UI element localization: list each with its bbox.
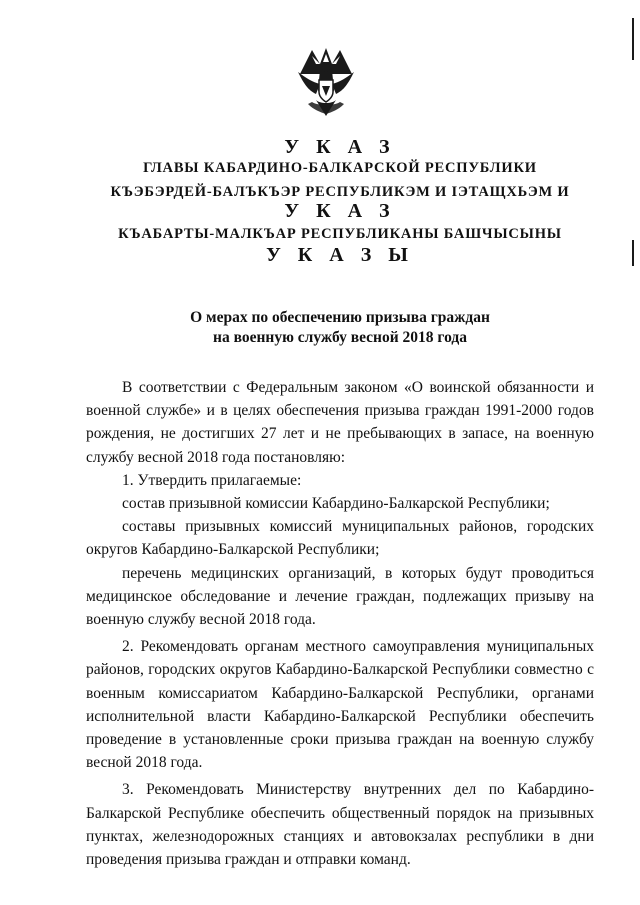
body-paragraph-subitem: перечень медицинских организаций, в которых будут проводиться медицинское обследование и лечение граждан, подлежащих призыву на военную службу весной 2018 года. <box>86 564 594 629</box>
decree-title-line: О мерах по обеспечению призыва граждан <box>190 309 490 326</box>
body-paragraph-subitem: состав призывной комиссии Кабардино-Балкарской Республики; <box>122 495 550 513</box>
decree-heading: У К А З <box>284 136 396 158</box>
coat-of-arms-icon <box>294 44 358 120</box>
scan-edge-mark <box>632 18 634 60</box>
body-paragraph-preamble: В соответствии с Федеральным законом «О воинской обязанности и военной службе» и в целях обеспечения призыва граждан 1991-2000 годов рождения, не достигших 27 лет и не пребывающих в запасе, на военную службу весной 2018 года постановляю: <box>86 379 594 466</box>
body-paragraph-item-2: 2. Рекомендовать органам местного самоуправления муниципальных районов, городских округов Кабардино-Балкарской Республики совместно с военным комиссариатом Кабардино-Балкарской Республики, органами исполнительной власти Кабардино-Балкарской Республики обеспечить проведение в установленные сроки призыва граждан на военную службу весной 2018 года. <box>86 638 594 772</box>
decree-title-line: на военную службу весной 2018 года <box>213 329 467 346</box>
decree-title <box>110 308 570 348</box>
decree-body <box>86 376 594 871</box>
body-paragraph-subitem: составы призывных комиссий муниципальных районов, городских округов Кабардино-Балкарской Республики; <box>86 518 594 559</box>
decree-heading-balkar: У К А З Ы <box>266 244 414 266</box>
issuer-heading-russian: ГЛАВЫ КАБАРДИНО-БАЛКАРСКОЙ РЕСПУБЛИКИ <box>143 160 537 176</box>
issuer-heading-kabardian: КЪЭБЭРДЕЙ-БАЛЪКЪЭР РЕСПУБЛИКЭМ И ІЭТАЩХЬЭМ И <box>110 184 570 200</box>
body-paragraph-item-1: 1. Утвердить прилагаемые: <box>122 471 302 489</box>
decree-heading-kabardian: У К А З <box>284 200 396 222</box>
scan-edge-mark <box>632 240 634 266</box>
issuer-heading-balkar: КЪАБАРТЫ-МАЛКЪАР РЕСПУБЛИКАНЫ БАШЧЫСЫНЫ <box>118 226 562 242</box>
body-paragraph-item-3: 3. Рекомендовать Министерству внутренних дел по Кабардино-Балкарской Республике обеспечить общественный порядок на призывных пунктах, железнодорожных станциях и автовокзалах республики в дни проведения призыва граждан и отправки команд. <box>86 781 594 869</box>
